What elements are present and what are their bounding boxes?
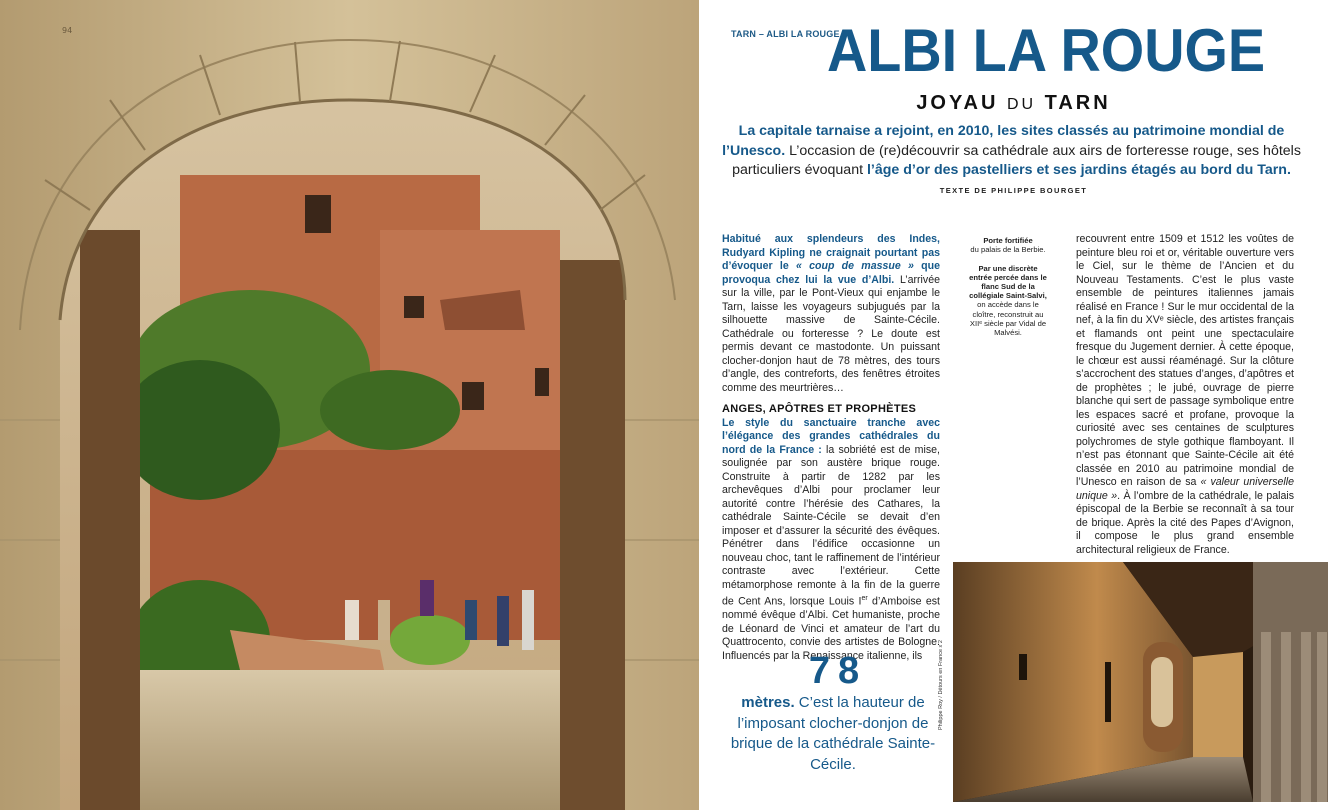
article-title: ALBI LA ROUGE xyxy=(827,17,1266,84)
subtitle-word-1: JOYAU xyxy=(916,92,999,114)
article-page xyxy=(699,0,1328,810)
article-subtitle xyxy=(699,92,1328,115)
caption-text-2b: siècle par Vidal de Malvési. xyxy=(982,318,1047,338)
lead-highlight-b: que provoqua chez lui la vue d’Albi. xyxy=(722,260,940,286)
stat-text: C’est la hauteur de l’imposant clocher-donjon de brique de la cathédrale Sainte-Cécile. xyxy=(730,694,936,773)
col3-text-c: . À l’ombre de la cathédrale, le palais épiscopal de la Berbie se reconnaît à sa tour de brique. Après la cité des Papes d’Avignon, il compose le plus grand ensemble architectural religieux de France. xyxy=(1076,489,1294,556)
caption-text-1: du palais de la Berbie. xyxy=(970,245,1046,255)
section-kicker: TARN – ALBI LA ROUGE xyxy=(731,29,840,39)
stat-number: 78 xyxy=(808,650,868,692)
caption-bold-2: Par une discrète entrée percée dans le flanc Sud de la collégiale Saint-Salvi, xyxy=(969,263,1047,301)
subtitle-word-3: TARN xyxy=(1044,92,1111,114)
col3-text-a: recouvrent entre 1509 et 1512 les voûtes de peinture bleu roi et or, véritable ouverture vers le Ciel, sur le thème de l’Ancien et du Nouveau Testaments. C’est le plus vaste ensemble de peintures italiennes jamais réalisé en France ! Sur le mur occidental de la nef, à la fin du xyxy=(1076,233,1294,326)
subtitle-word-2: DU xyxy=(1006,96,1037,113)
caption-text-2a: on accède dans le cloître, reconstruit au xyxy=(972,300,1044,319)
cloister-photo xyxy=(953,562,1328,802)
cloister-illustration xyxy=(953,562,1328,802)
caption-century: XIIᵉ xyxy=(969,318,983,328)
lead-highlight-quote: « coup de massue » xyxy=(795,260,914,272)
col3-quote: « valeur universelle unique » xyxy=(1076,476,1294,502)
text-column-1 xyxy=(722,233,940,663)
stat-description xyxy=(719,693,947,775)
standfirst-highlight-1: La capitale tarnaise a rejoint, en 2010, les sites classés au patrimoine mondial de l’Unesco. xyxy=(722,123,1285,159)
paragraph-2a: la sobriété est de mise, soulignée par son austère brique rouge. Construite à partir de 1282 par les archevêques d’Albi pour proclamer leur autorité contre l’hérésie des Cathares, la cathédrale Sainte-Cécile se devait d’en imposer et d’assurer la sécurité des évêques. Pénétrer dans l’édifice occasionne un nouveau choc, tant le raffinement de l’intérieur contraste avec l’extérieur. Cette métamorphose remonte à la fin de la guerre de Cent Ans, lorsque Louis I xyxy=(722,443,940,608)
standfirst-highlight-2: l’âge d’or des pastelliers et ses jardins étagés au bord du Tarn. xyxy=(866,162,1291,178)
col3-century: XVᵉ xyxy=(1145,314,1164,326)
page-number: 94 xyxy=(62,26,73,35)
paragraph-1: L’arrivée sur la ville, par le Pont-Vieux qui enjambe le Tarn, laisse les voyageurs subjugués par la silhouette massive de Sainte-Cécile. Cathédrale ou forteresse ? Le doute est permis devant ce mastodonte. Un puissant clocher-donjon haut de 78 mètres, des tours d’angle, des contreforts, des fenêtres étroites comme des meurtrières… xyxy=(722,273,940,394)
lead-highlight-a: Habitué aux splendeurs des Indes, Rudyard Kipling ne craignait pourtant pas d’évoquer le xyxy=(722,233,940,272)
caption-bold-1: Porte fortifiée xyxy=(983,236,1033,245)
photo-caption xyxy=(967,236,1049,337)
byline: TEXTE DE PHILIPPE BOURGET xyxy=(939,186,1088,195)
superscript-er: er xyxy=(861,595,868,602)
section-heading: ANGES, APÔTRES ET PROPHÈTES xyxy=(722,403,917,415)
stat-bold: mètres. xyxy=(741,694,795,711)
article-standfirst xyxy=(709,122,1314,181)
text-column-3 xyxy=(1076,233,1294,557)
section-highlight: Le style du sanctuaire tranche avec l’élégance des grandes cathédrales du nord de la France : xyxy=(722,416,940,456)
photo-credit: Philippe Roy / Détours en France x 2 xyxy=(938,640,944,730)
col3-text-b: siècle, des artistes français et flamands ont peint une spectaculaire fresque du Jugement dernier. À cette époque, le chœur est aussi réaménagé. Sur la clôture s’accrochent des statues d’anges, d’apôtres et de prophètes ; le jubé, ouvrage de pierre blanche qui sert de passage symbolique entre les espaces sacré et profane, provoque la curiosité avec ses centaines de sculptures polychromes de style gothique flamboyant. Il n’est pas étonnant que Sainte-Cécile ait été classée en 2010 au patrimoine mondial de l’Unesco en raison de sa xyxy=(1076,314,1295,488)
standfirst-text: L’occasion de (re)découvrir sa cathédrale aux airs de forteresse rouge, ses hôtels particuliers évoquant xyxy=(732,142,1301,178)
paragraph-2b: d’Amboise est nommé évêque d’Albi. Cet humaniste, proche de Léonard de Vinci et amateur de l’art du Quattrocento, convie des artistes de Bologne. Influencés par la Renaissance italienne, ils xyxy=(722,595,940,662)
